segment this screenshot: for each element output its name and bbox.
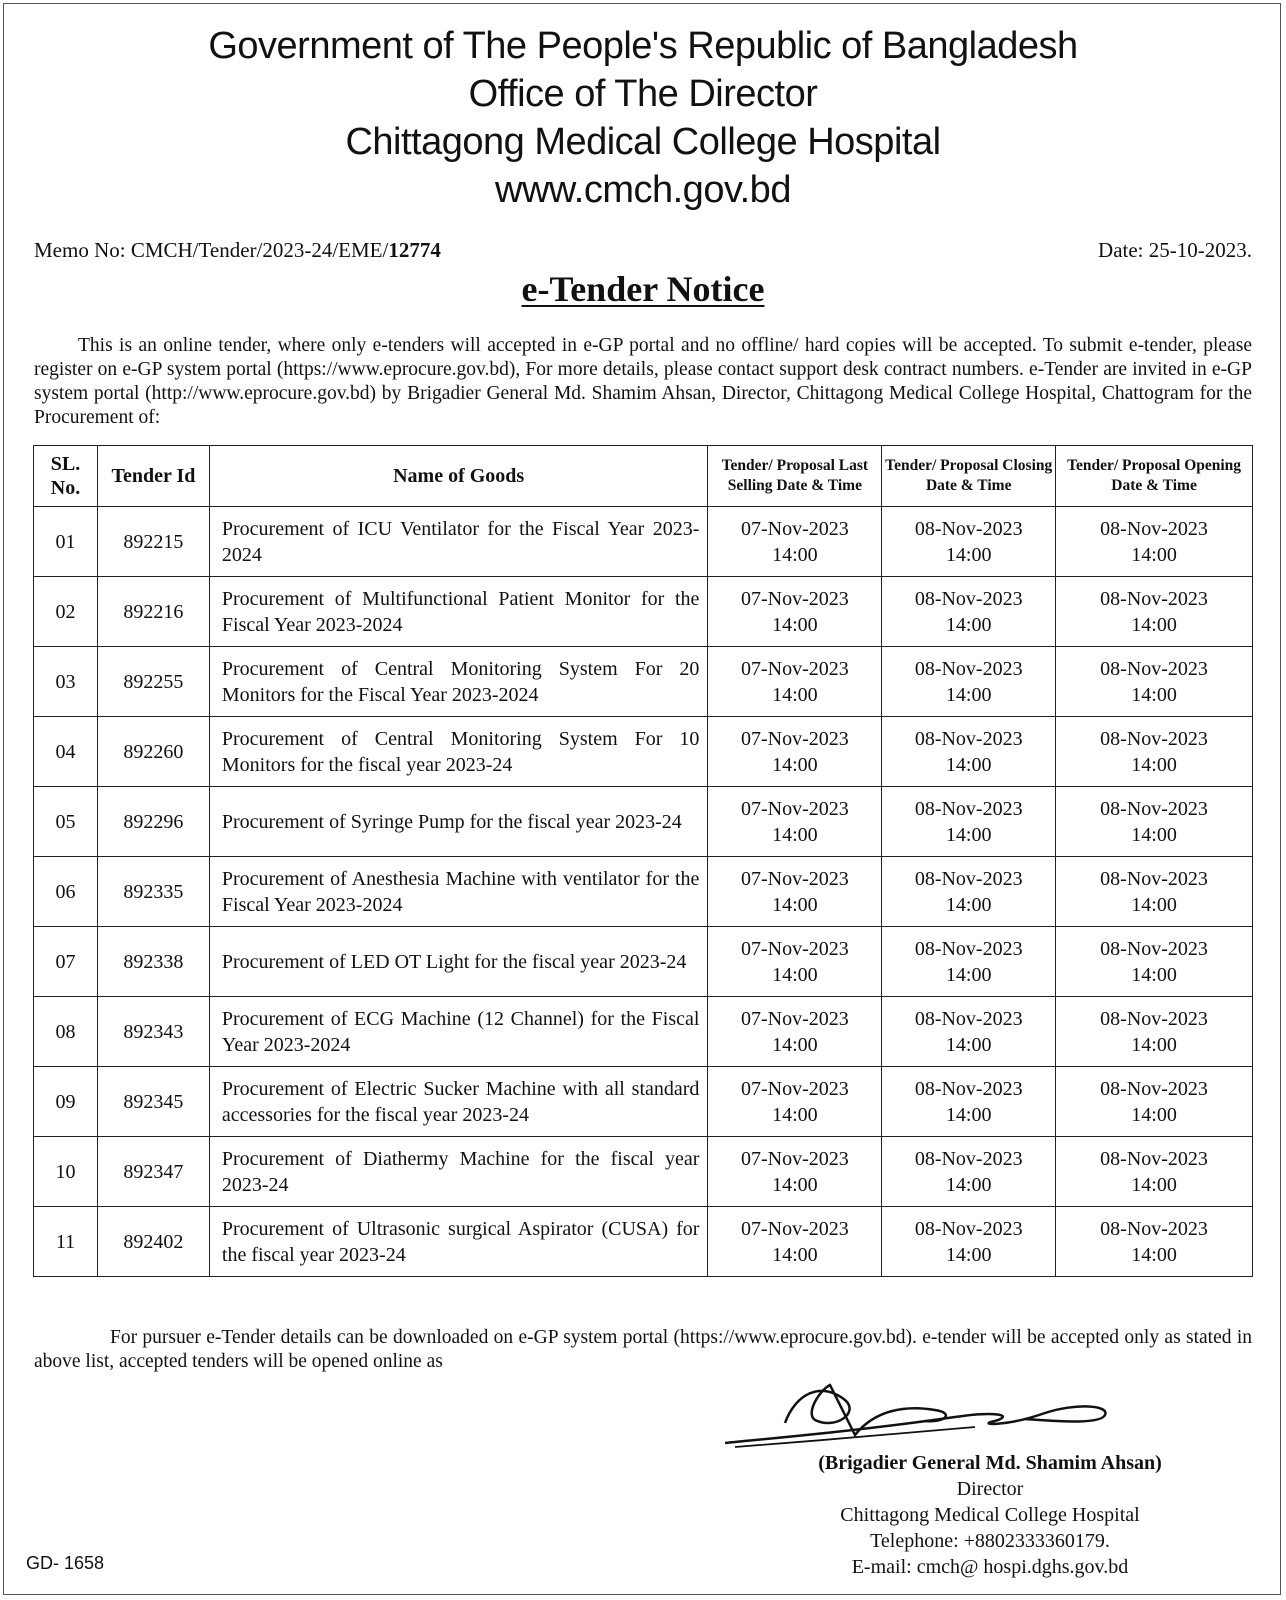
cell-tender-id	[97, 647, 209, 717]
cell-selling	[708, 717, 882, 787]
cell-opening	[1056, 507, 1253, 577]
government-line: Government of The People's Republic of Bangladesh	[208, 25, 1078, 67]
cell-opening-open-date: 08-Nov-2023	[1100, 657, 1208, 680]
cell-opening	[1056, 1207, 1253, 1277]
cell-sl-sl: 05	[55, 810, 76, 833]
cell-closing-close-time: 14:00	[945, 963, 992, 986]
signature-image	[725, 1375, 1125, 1453]
cell-tender-id	[97, 997, 209, 1067]
cell-sl-sl: 01	[55, 530, 76, 553]
cell-opening-open-date: 08-Nov-2023	[1100, 867, 1208, 890]
cell-opening	[1056, 857, 1253, 927]
cell-selling-sell-time: 14:00	[772, 683, 818, 706]
cell-selling-sell-time: 14:00	[772, 1103, 818, 1126]
cell-goods	[209, 927, 708, 997]
cell-selling	[708, 927, 882, 997]
cell-sl	[34, 1207, 98, 1277]
cell-selling-sell-time: 14:00	[772, 1033, 818, 1056]
cell-selling	[708, 1067, 882, 1137]
cell-tender-id	[97, 1067, 209, 1137]
cell-goods-goods: Procurement of Diathermy Machine for the fiscal year 2023-24	[221, 1147, 700, 1196]
table-row	[34, 997, 1253, 1067]
cell-selling	[708, 787, 882, 857]
cell-tender-id-id: 892296	[123, 810, 184, 833]
cell-tender-id-id: 892255	[123, 670, 184, 693]
cell-goods	[209, 787, 708, 857]
notice-title-text: e-Tender Notice	[521, 269, 765, 309]
memo-number	[34, 238, 441, 263]
cell-closing	[882, 1137, 1056, 1207]
table-row	[34, 1137, 1253, 1207]
cell-selling	[708, 577, 882, 647]
cell-tender-id	[97, 507, 209, 577]
cell-goods-goods: Procurement of Central Monitoring System For 10 Monitors for the fiscal year 2023-24	[221, 727, 700, 776]
cell-goods	[209, 507, 708, 577]
cell-closing-close-date: 08-Nov-2023	[914, 797, 1023, 820]
website-line: www.cmch.gov.bd	[495, 169, 791, 211]
cell-closing-close-date: 08-Nov-2023	[914, 727, 1023, 750]
outro-paragraph: For pursuer e-Tender details can be downloaded on e-GP system portal (https://www.eprocure.gov.bd). e-tender will be accepted only as stated in above list, accepted tenders will be opened online as	[34, 1327, 1252, 1372]
cell-selling-sell-time: 14:00	[772, 1173, 818, 1196]
memo-row	[34, 238, 1252, 268]
cell-selling-sell-time: 14:00	[772, 543, 818, 566]
table-row	[34, 1207, 1253, 1277]
cell-closing-close-date: 08-Nov-2023	[914, 937, 1023, 960]
cell-tender-id-id: 892347	[123, 1160, 184, 1183]
cell-selling-sell-time: 14:00	[772, 893, 818, 916]
cell-selling-sell-time: 14:00	[772, 1243, 818, 1266]
cell-closing-close-date: 08-Nov-2023	[914, 657, 1023, 680]
cell-opening-open-time: 14:00	[1131, 543, 1177, 566]
cell-closing	[882, 927, 1056, 997]
cell-opening	[1056, 787, 1253, 857]
cell-opening	[1056, 997, 1253, 1067]
cell-closing-close-time: 14:00	[945, 1243, 992, 1266]
table-row	[34, 927, 1253, 997]
cell-sl	[34, 1137, 98, 1207]
memo-prefix: Memo No: CMCH/Tender/2023-24/EME/	[34, 238, 389, 262]
cell-sl-sl: 06	[55, 880, 76, 903]
office-line: Office of The Director	[468, 73, 818, 115]
cell-opening-open-time: 14:00	[1131, 683, 1177, 706]
cell-goods	[209, 647, 708, 717]
cell-closing	[882, 787, 1056, 857]
cell-closing	[882, 1067, 1056, 1137]
cell-selling	[708, 857, 882, 927]
cell-opening	[1056, 1137, 1253, 1207]
notice-title	[0, 268, 1286, 310]
cell-sl-sl: 09	[55, 1090, 76, 1113]
cell-sl-sl: 04	[55, 740, 76, 763]
cell-goods-goods: Procurement of ECG Machine (12 Channel) for the Fiscal Year 2023-2024	[221, 1007, 700, 1056]
cell-sl	[34, 1067, 98, 1137]
intro-paragraph: This is an online tender, where only e-tenders will accepted in e-GP portal and no offline/ hard copies will be accepted. To submit e-tender, please register on e-GP system portal (https://www.eprocure.gov.bd), For more details, please contact support desk contract numbers. e-Tender are invited in e-GP system portal (http://www.eprocure.gov.bd) by Brigadier General Md. Shamim Ahsan, Director, Chittagong Medical College Hospital, Chattogram for the Procurement of:	[34, 335, 1252, 428]
cell-closing-close-time: 14:00	[945, 1033, 992, 1056]
cell-closing	[882, 997, 1056, 1067]
cell-tender-id	[97, 857, 209, 927]
cell-closing-close-date: 08-Nov-2023	[914, 867, 1023, 890]
cell-closing-close-time: 14:00	[945, 543, 992, 566]
table-row	[34, 577, 1253, 647]
cell-closing-close-time: 14:00	[945, 1173, 992, 1196]
cell-goods	[209, 1137, 708, 1207]
cell-selling-sell-date: 07-Nov-2023	[740, 517, 849, 540]
cell-closing-close-time: 14:00	[945, 683, 992, 706]
cell-closing-close-time: 14:00	[945, 823, 992, 846]
table-row	[34, 647, 1253, 717]
cell-closing-close-time: 14:00	[945, 613, 992, 636]
cell-goods-goods: Procurement of Electric Sucker Machine with all standard accessories for the fiscal year 2023-24	[221, 1077, 700, 1126]
cell-goods	[209, 1067, 708, 1137]
cell-opening-open-time: 14:00	[1131, 1103, 1177, 1126]
cell-closing-close-date: 08-Nov-2023	[914, 1217, 1023, 1240]
header-closing: Tender/ Proposal Closing Date & Time	[882, 446, 1056, 507]
cell-opening	[1056, 927, 1253, 997]
cell-closing	[882, 507, 1056, 577]
cell-selling-sell-date: 07-Nov-2023	[740, 867, 849, 890]
cell-sl-sl: 10	[55, 1160, 76, 1183]
cell-closing-close-time: 14:00	[945, 893, 992, 916]
cell-opening-open-date: 08-Nov-2023	[1100, 1007, 1208, 1030]
cell-opening-open-time: 14:00	[1131, 1033, 1177, 1056]
table-row	[34, 1067, 1253, 1137]
cell-goods-goods: Procurement of ICU Ventilator for the Fiscal Year 2023-2024	[221, 517, 700, 566]
cell-goods-goods: Procurement of Ultrasonic surgical Aspirator (CUSA) for the fiscal year 2023-24	[221, 1217, 700, 1266]
cell-closing-close-time: 14:00	[945, 753, 992, 776]
cell-sl-sl: 07	[55, 950, 76, 973]
cell-sl-sl: 03	[55, 670, 76, 693]
table-row	[34, 857, 1253, 927]
cell-selling-sell-time: 14:00	[772, 823, 818, 846]
cell-tender-id	[97, 577, 209, 647]
cell-tender-id	[97, 787, 209, 857]
cell-tender-id-id: 892343	[123, 1020, 184, 1043]
cell-closing	[882, 857, 1056, 927]
cell-goods	[209, 997, 708, 1067]
cell-tender-id-id: 892215	[123, 530, 184, 553]
cell-selling-sell-date: 07-Nov-2023	[740, 797, 849, 820]
tender-table	[33, 445, 1253, 1277]
cell-opening	[1056, 647, 1253, 717]
cell-tender-id-id: 892345	[123, 1090, 184, 1113]
cell-tender-id-id: 892216	[123, 600, 184, 623]
cell-goods-goods: Procurement of Anesthesia Machine with ventilator for the Fiscal Year 2023-2024	[221, 867, 700, 916]
cell-opening-open-date: 08-Nov-2023	[1100, 1217, 1208, 1240]
cell-sl	[34, 787, 98, 857]
cell-tender-id-id: 892338	[123, 950, 184, 973]
cell-closing-close-date: 08-Nov-2023	[914, 587, 1023, 610]
cell-sl	[34, 507, 98, 577]
cell-closing	[882, 717, 1056, 787]
table-row	[34, 717, 1253, 787]
cell-selling-sell-date: 07-Nov-2023	[740, 937, 849, 960]
cell-sl-sl: 02	[55, 600, 76, 623]
cell-sl	[34, 997, 98, 1067]
table-row	[34, 507, 1253, 577]
cell-sl	[34, 927, 98, 997]
cell-closing	[882, 647, 1056, 717]
cell-closing-close-time: 14:00	[945, 1103, 992, 1126]
header-tender-id: Tender Id	[97, 446, 209, 507]
cell-sl	[34, 717, 98, 787]
cell-goods	[209, 717, 708, 787]
table-row	[34, 787, 1253, 857]
footer-code: GD- 1658	[26, 1553, 105, 1573]
cell-opening-open-time: 14:00	[1131, 963, 1177, 986]
cell-opening	[1056, 577, 1253, 647]
cell-opening-open-date: 08-Nov-2023	[1100, 1147, 1208, 1170]
cell-selling-sell-date: 07-Nov-2023	[740, 1007, 849, 1030]
cell-opening-open-date: 08-Nov-2023	[1100, 1077, 1208, 1100]
signatory-telephone: Telephone: +8802333360179.	[870, 1530, 1110, 1552]
cell-selling	[708, 507, 882, 577]
cell-closing-close-date: 08-Nov-2023	[914, 517, 1023, 540]
cell-selling	[708, 1207, 882, 1277]
cell-goods-goods: Procurement of Multifunctional Patient Monitor for the Fiscal Year 2023-2024	[221, 587, 700, 636]
cell-opening-open-time: 14:00	[1131, 613, 1177, 636]
cell-goods-goods: Procurement of LED OT Light for the fiscal year 2023-24	[221, 950, 687, 973]
letterhead	[0, 22, 1286, 214]
cell-opening-open-date: 08-Nov-2023	[1100, 517, 1208, 540]
header-goods: Name of Goods	[209, 446, 708, 507]
cell-opening-open-date: 08-Nov-2023	[1100, 587, 1208, 610]
cell-selling-sell-date: 07-Nov-2023	[740, 657, 849, 680]
cell-tender-id-id: 892402	[123, 1230, 184, 1253]
cell-goods-goods: Procurement of Syringe Pump for the fiscal year 2023-24	[221, 810, 682, 833]
cell-sl	[34, 857, 98, 927]
hospital-line: Chittagong Medical College Hospital	[345, 121, 941, 163]
header-sl: SL. No.	[34, 446, 98, 507]
cell-opening-open-time: 14:00	[1131, 893, 1177, 916]
cell-closing	[882, 1207, 1056, 1277]
cell-goods	[209, 1207, 708, 1277]
signatory-block	[760, 1450, 1220, 1580]
cell-opening	[1056, 1067, 1253, 1137]
memo-id: 12774	[388, 238, 441, 262]
cell-tender-id-id: 892335	[123, 880, 184, 903]
cell-opening-open-time: 14:00	[1131, 1173, 1177, 1196]
cell-tender-id-id: 892260	[123, 740, 184, 763]
cell-tender-id	[97, 927, 209, 997]
table-header-row	[34, 446, 1253, 507]
signatory-email: E-mail: cmch@ hospi.dghs.gov.bd	[851, 1556, 1129, 1578]
cell-opening-open-date: 08-Nov-2023	[1100, 937, 1208, 960]
cell-selling	[708, 1137, 882, 1207]
signatory-designation: Director	[956, 1478, 1024, 1500]
cell-sl-sl: 11	[55, 1230, 76, 1253]
cell-goods-goods: Procurement of Central Monitoring System For 20 Monitors for the Fiscal Year 2023-2024	[221, 657, 700, 706]
cell-tender-id	[97, 717, 209, 787]
cell-selling-sell-date: 07-Nov-2023	[740, 727, 849, 750]
cell-sl	[34, 647, 98, 717]
signatory-office: Chittagong Medical College Hospital	[840, 1504, 1140, 1526]
cell-opening-open-time: 14:00	[1131, 753, 1177, 776]
cell-closing-close-date: 08-Nov-2023	[914, 1077, 1023, 1100]
cell-selling-sell-date: 07-Nov-2023	[740, 1077, 849, 1100]
memo-date: Date: 25-10-2023.	[1098, 238, 1252, 262]
cell-selling	[708, 997, 882, 1067]
cell-selling-sell-date: 07-Nov-2023	[740, 1147, 849, 1170]
cell-closing-close-date: 08-Nov-2023	[914, 1147, 1023, 1170]
signatory-name: (Brigadier General Md. Shamim Ahsan)	[818, 1452, 1162, 1474]
cell-opening-open-date: 08-Nov-2023	[1100, 727, 1208, 750]
cell-opening	[1056, 717, 1253, 787]
cell-selling-sell-date: 07-Nov-2023	[740, 1217, 849, 1240]
header-selling: Tender/ Proposal Last Selling Date & Time	[708, 446, 882, 507]
cell-goods	[209, 857, 708, 927]
cell-tender-id	[97, 1207, 209, 1277]
header-opening: Tender/ Proposal Opening Date & Time	[1056, 446, 1253, 507]
cell-sl-sl: 08	[55, 1020, 76, 1043]
cell-goods	[209, 577, 708, 647]
cell-selling	[708, 647, 882, 717]
cell-opening-open-time: 14:00	[1131, 1243, 1177, 1266]
cell-opening-open-date: 08-Nov-2023	[1100, 797, 1208, 820]
cell-tender-id	[97, 1137, 209, 1207]
cell-opening-open-time: 14:00	[1131, 823, 1177, 846]
cell-closing	[882, 577, 1056, 647]
cell-closing-close-date: 08-Nov-2023	[914, 1007, 1023, 1030]
tender-table-body	[34, 507, 1253, 1277]
cell-sl	[34, 577, 98, 647]
cell-selling-sell-time: 14:00	[772, 963, 818, 986]
cell-selling-sell-date: 07-Nov-2023	[740, 587, 849, 610]
cell-selling-sell-time: 14:00	[772, 613, 818, 636]
cell-selling-sell-time: 14:00	[772, 753, 818, 776]
